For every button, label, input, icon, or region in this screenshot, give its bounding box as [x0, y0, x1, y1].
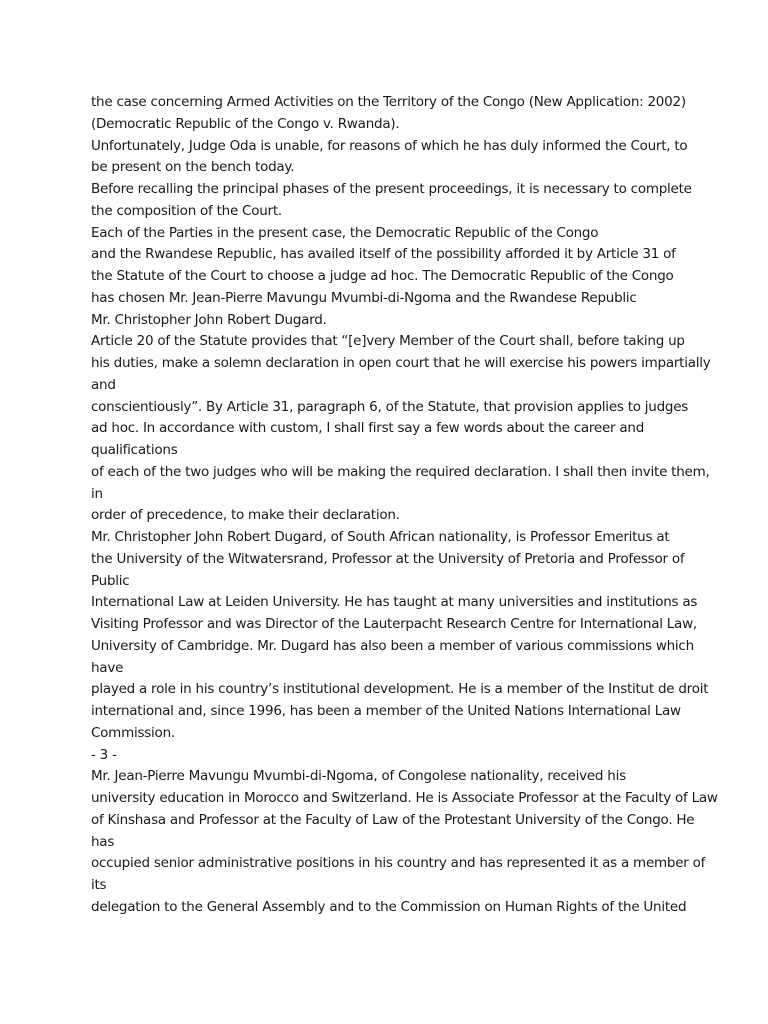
text-line: has chosen Mr. Jean-Pierre Mavungu Mvumbi-di-Ngoma and the Rwandese Republic: [91, 289, 637, 306]
text-line: conscientiously”. By Article 31, paragraph 6, of the Statute, that provision applies to judges: [91, 398, 689, 415]
text-line: occupied senior administrative positions in his country and has represented it as a member of: [91, 855, 706, 872]
text-line: in: [91, 485, 103, 502]
text-line: of each of the two judges who will be making the required declaration. I shall then invite them,: [91, 463, 710, 480]
text-line: university education in Morocco and Switzerland. He is Associate Professor at the Faculty of Law: [91, 790, 718, 806]
text-line: played a role in his country’s institutional development. He is a member of the Institut de droit: [91, 681, 709, 698]
text-line: its: [91, 877, 107, 893]
text-line: Public: [91, 572, 130, 589]
text-line: the case concerning Armed Activities on the Territory of the Congo (New Application: 2002): [91, 94, 686, 110]
text-line: Visiting Professor and was Director of the Lauterpacht Research Centre for International Law,: [91, 616, 697, 632]
text-line: the composition of the Court.: [91, 202, 282, 219]
text-line: and: [91, 376, 116, 393]
text-line: Mr. Christopher John Robert Dugard.: [91, 311, 327, 328]
text-line: of Kinshasa and Professor at the Faculty of Law of the Protestant University of the Congo. He: [91, 811, 695, 828]
text-line: delegation to the General Assembly and to the Commission on Human Rights of the United: [91, 898, 687, 915]
text-line: international and, since 1996, has been a member of the United Nations International Law: [91, 703, 681, 719]
text-line: has: [91, 833, 115, 850]
text-line: (Democratic Republic of the Congo v. Rwanda).: [91, 115, 400, 132]
text-line: Article 20 of the Statute provides that “[e]very Member of the Court shall, before taking up: [91, 333, 685, 350]
text-line: ad hoc. In accordance with custom, I shall first say a few words about the career and: [91, 420, 645, 437]
text-line: - 3 -: [91, 746, 117, 763]
text-line: order of precedence, to make their declaration.: [91, 507, 400, 524]
text-line: his duties, make a solemn declaration in open court that he will exercise his powers impartially: [91, 355, 711, 371]
text-line: and the Rwandese Republic, has availed itself of the possibility afforded it by Article 31 of: [91, 246, 676, 263]
text-line: the University of the Witwatersrand, Professor at the University of Pretoria and Professor of: [91, 550, 685, 567]
text-line: Mr. Christopher John Robert Dugard, of South African nationality, is Professor Emeritus at: [91, 529, 670, 545]
text-line: Commission.: [91, 724, 175, 741]
text-line: have: [91, 659, 124, 676]
text-line: Each of the Parties in the present case, the Democratic Republic of the Congo: [91, 224, 599, 241]
text-line: Unfortunately, Judge Oda is unable, for reasons of which he has duly informed the Court, to: [91, 137, 688, 154]
text-line: qualifications: [91, 442, 178, 458]
text-line: Mr. Jean-Pierre Mavungu Mvumbi-di-Ngoma, of Congolese nationality, received his: [91, 768, 626, 785]
text-line: Before recalling the principal phases of the present proceedings, it is necessary to complete: [91, 181, 692, 197]
document-body: [91, 92, 718, 919]
text-line: University of Cambridge. Mr. Dugard has also been a member of various commissions which: [91, 637, 694, 654]
text-line: International Law at Leiden University. He has taught at many universities and institutions as: [91, 594, 698, 611]
text-line: be present on the bench today.: [91, 159, 295, 176]
text-line: the Statute of the Court to choose a judge ad hoc. The Democratic Republic of the Congo: [91, 268, 674, 284]
